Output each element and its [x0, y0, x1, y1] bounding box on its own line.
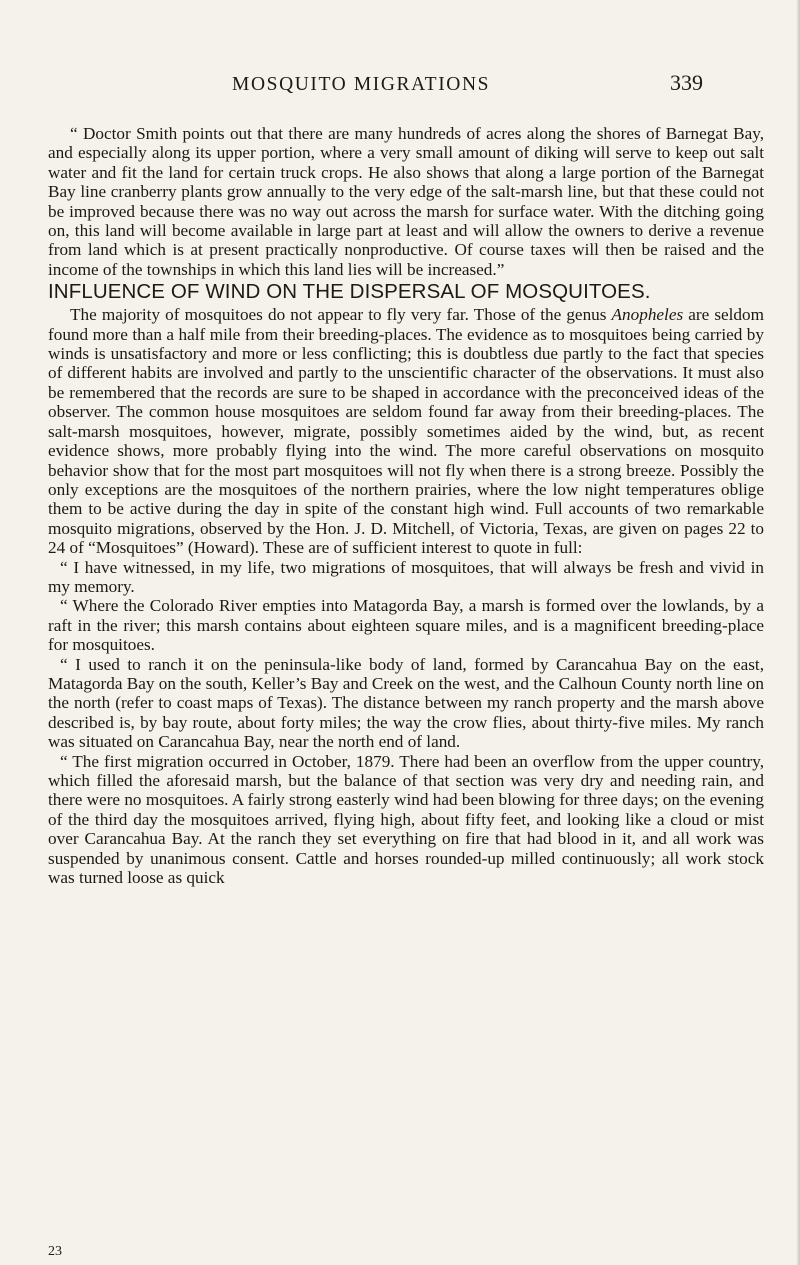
paragraph-text: The majority of mosquitoes do not appear to fly very far. Those of the genus [70, 305, 612, 325]
quote-paragraph: “ I have witnessed, in my life, two migrations of mosquitoes, that will always be fresh and vivid in my memory. [48, 557, 764, 596]
quote-paragraph: “ I used to ranch it on the peninsula-like body of land, formed by Carancahua Bay on the east, Matagorda Bay on the south, Keller’s Bay and Creek on the west, and the Calhoun County north line on the north (refer to coast maps of Texas). The distance between my ranch property and the marsh above described is, by bay route, about forty miles; the way the crow flies, about thirty-five miles. My ranch was situated on Carancahua Bay, near the north end of land. [48, 654, 764, 752]
page-number: 339 [670, 70, 703, 95]
page-header [0, 70, 800, 104]
paragraph-text: are seldom found more than a half mile from their breeding-places. The evidence as to mosquitoes being carried by winds is unsatisfactory and more or less conflicting; this is doubtless due partly to the fact that species of different habits are involved and partly to the unscientific character of the observations. It must also be remembered that the records are sure to be shaped in accordance with the preconceived ideas of the observer. The common house mosquitoes are seldom found far away from their breeding-places. The salt-marsh mosquitoes, however, migrate, possibly sometimes aided by the wind, but, as recent evidence shows, more probably flying into the wind. The more careful observations on mosquito behavior show that for the most part mosquitoes will not fly when there is a strong breeze. Possibly the only exceptions are the mosquitoes of the northern prairies, where the low night temperatures oblige them to be active during the day in spite of the constant high wind. Full accounts of two remarkable mosquito migrations, observed by the Hon. J. D. Mitchell, of Victoria, Texas, are given on pages 22 to 24 of “Mosquitoes” (Howard). These are of sufficient interest to quote in full: [48, 305, 764, 558]
genus-name: Anopheles [611, 305, 684, 325]
paragraph-wind-dispersal [48, 305, 764, 557]
paragraph-smith-quote: “ Doctor Smith points out that there are many hundreds of acres along the shores of Barnegat Bay, and especially along its upper portion, where a very small amount of diking will serve to keep out salt water and fit the land for certain truck crops. He also shows that along a large portion of the Barnegat Bay line cranberry plants grow annually to the very edge of the salt-marsh line, but that these could not be improved because there was no way out across the marsh for surface water. With the ditching going on, this land will become available in large part at least and will allow the owners to derive a revenue from land which is at present practically nonproductive. Of course taxes will then be raised and the income of the townships in which this land lies will be increased.” [48, 124, 764, 279]
running-head: MOSQUITO MIGRATIONS [232, 74, 491, 95]
section-heading: INFLUENCE OF WIND ON THE DISPERSAL OF MOSQUITOES. [48, 280, 651, 304]
page-edge-shadow [796, 0, 800, 1265]
body-text [48, 124, 764, 887]
quote-paragraph: “ The first migration occurred in October, 1879. There had been an overflow from the upper country, which filled the aforesaid marsh, but the balance of that section was very dry and needing rain, and there were no mosquitoes. A fairly strong easterly wind had been blowing for three days; on the evening of the third day the mosquitoes arrived, flying high, about fifty feet, and looking like a cloud or mist over Carancahua Bay. At the ranch they set everything on fire that had blood in it, and all work was suspended by unanimous consent. Cattle and horses rounded-up milled continuously; all work stock was turned loose as quick [48, 751, 764, 888]
signature-mark: 23 [48, 1244, 62, 1259]
mitchell-quote [48, 558, 764, 888]
quote-paragraph: “ Where the Colorado River empties into Matagorda Bay, a marsh is formed over the lowlands, by a raft in the river; this marsh contains about eighteen square miles, and is a magnificent breeding-place for mosquitoes. [48, 596, 764, 655]
